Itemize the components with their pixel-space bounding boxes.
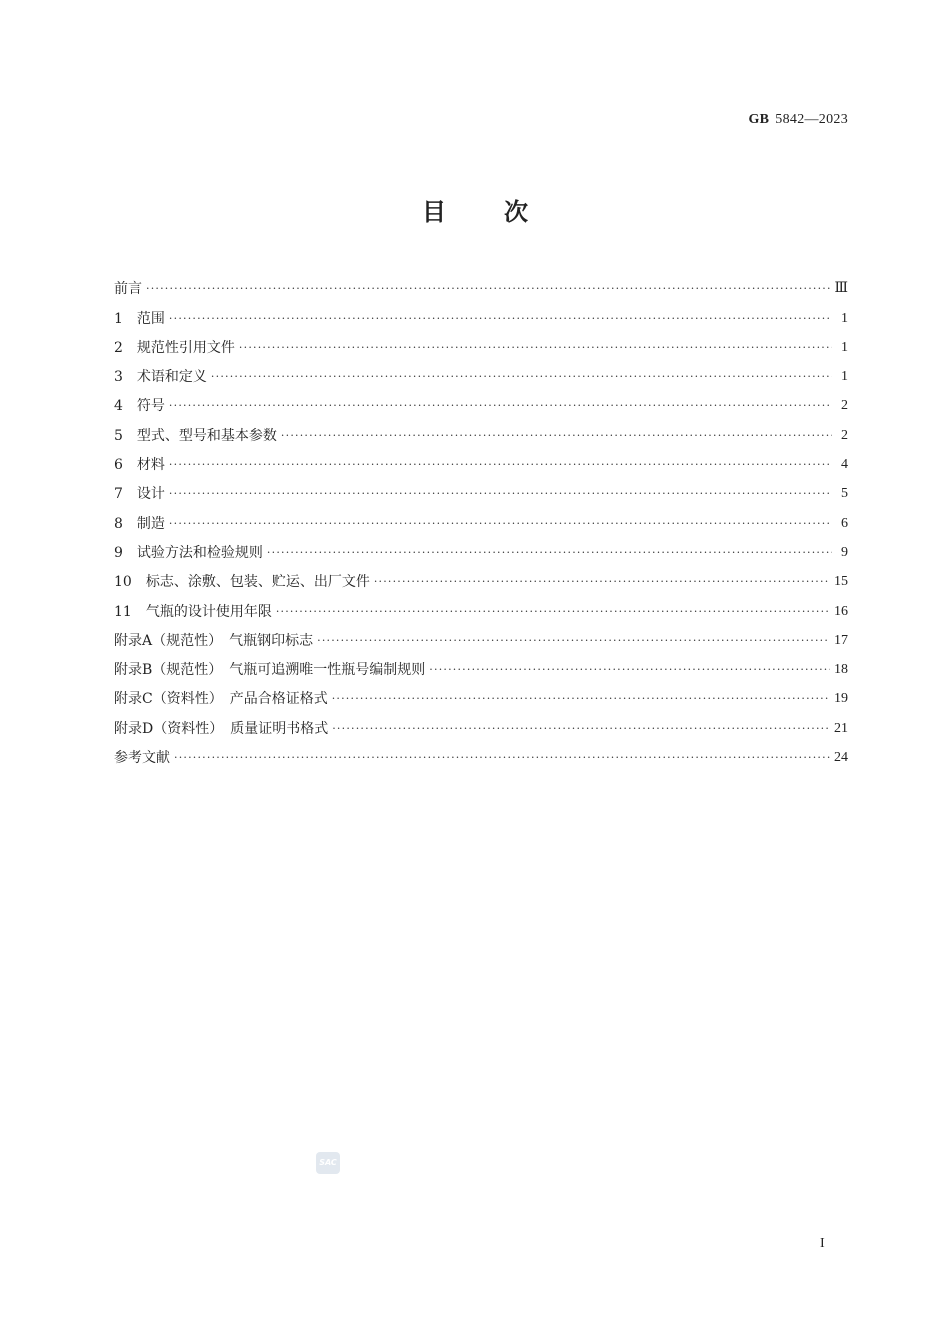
toc-entry-page: 18 (834, 662, 848, 678)
toc-entry-appendix-b[interactable] (114, 651, 848, 680)
toc-entry-label: 2 规范性引用文件 (114, 339, 235, 356)
toc-entry-page: 1 (841, 310, 848, 326)
toc-leader-dots (239, 338, 832, 358)
document-header (748, 112, 848, 128)
standard-number: 5842—2023 (775, 112, 848, 127)
toc-entry-3[interactable] (114, 358, 848, 387)
toc-entry-6[interactable] (114, 446, 848, 475)
toc-leader-dots (169, 484, 832, 504)
toc-entry-label: 8 制造 (114, 515, 165, 532)
toc-entry-10[interactable] (114, 563, 848, 592)
toc-leader-dots (267, 543, 832, 563)
toc-entry-label: 1 范围 (114, 310, 165, 327)
toc-entry-8[interactable] (114, 504, 848, 533)
toc-entry-label: 附录A（规范性） 气瓶钢印标志 (114, 632, 314, 649)
toc-leader-dots (169, 396, 832, 416)
toc-entry-5[interactable] (114, 416, 848, 445)
toc-entry-2[interactable] (114, 329, 848, 358)
toc-leader-dots (169, 514, 832, 534)
toc-entry-page: 21 (834, 720, 848, 736)
toc-entry-preface[interactable] (114, 270, 848, 299)
toc-entry-label: 11 气瓶的设计使用年限 (114, 603, 272, 620)
toc-entry-appendix-d[interactable] (114, 709, 848, 738)
toc-leader-dots (169, 455, 832, 475)
toc-entry-page: 1 (841, 339, 848, 355)
toc-entry-label: 附录B（规范性） 气瓶可追溯唯一性瓶号编制规则 (114, 662, 426, 679)
toc-entry-label: 5 型式、型号和基本参数 (114, 427, 277, 444)
toc-entry-label: 7 设计 (114, 486, 165, 503)
toc-leader-dots (374, 572, 830, 592)
toc-leader-dots (146, 279, 830, 299)
sac-watermark-logo: SAC (316, 1152, 340, 1174)
toc-leader-dots (332, 689, 830, 709)
toc-entry-bibliography[interactable] (114, 739, 848, 768)
table-of-contents (114, 270, 848, 768)
toc-leader-dots (429, 660, 830, 680)
toc-entry-label: 附录C（资料性） 产品合格证格式 (114, 691, 328, 708)
toc-leader-dots (317, 631, 830, 651)
toc-entry-label: 10 标志、涂敷、包装、贮运、出厂文件 (114, 574, 370, 591)
toc-entry-11[interactable] (114, 592, 848, 621)
toc-entry-appendix-c[interactable] (114, 680, 848, 709)
toc-leader-dots (332, 719, 830, 739)
toc-entry-page: 2 (841, 398, 848, 414)
toc-entry-page: 4 (841, 457, 848, 473)
toc-leader-dots (276, 602, 830, 622)
toc-leader-dots (211, 367, 832, 387)
toc-entry-label: 3 术语和定义 (114, 369, 207, 386)
toc-leader-dots (174, 748, 830, 768)
toc-entry-page: 6 (841, 515, 848, 531)
toc-entry-label: 4 符号 (114, 398, 165, 415)
toc-entry-label: 6 材料 (114, 457, 165, 474)
toc-entry-page: 19 (834, 691, 848, 707)
toc-leader-dots (169, 309, 832, 329)
toc-entry-7[interactable] (114, 475, 848, 504)
toc-entry-page: 9 (841, 544, 848, 560)
page-number: I (820, 1236, 825, 1251)
toc-entry-appendix-a[interactable] (114, 622, 848, 651)
toc-entry-page: 17 (834, 632, 848, 648)
toc-entry-page: 5 (841, 486, 848, 502)
toc-entry-label: 9 试验方法和检验规则 (114, 544, 263, 561)
toc-entry-page: 2 (841, 427, 848, 443)
toc-entry-label: 前言 (114, 281, 142, 298)
page-title: 目次 (422, 198, 586, 226)
toc-entry-label: 参考文献 (114, 750, 170, 767)
toc-entry-page: 16 (834, 603, 848, 619)
toc-entry-1[interactable] (114, 299, 848, 328)
toc-leader-dots (281, 426, 832, 446)
toc-entry-4[interactable] (114, 387, 848, 416)
toc-entry-page: 1 (841, 369, 848, 385)
standard-prefix: GB (748, 112, 770, 127)
toc-entry-page: 24 (834, 750, 848, 766)
toc-entry-label: 附录D（资料性） 质量证明书格式 (114, 720, 329, 737)
toc-entry-page: Ⅲ (834, 281, 848, 297)
toc-entry-page: 15 (834, 574, 848, 590)
toc-entry-9[interactable] (114, 534, 848, 563)
